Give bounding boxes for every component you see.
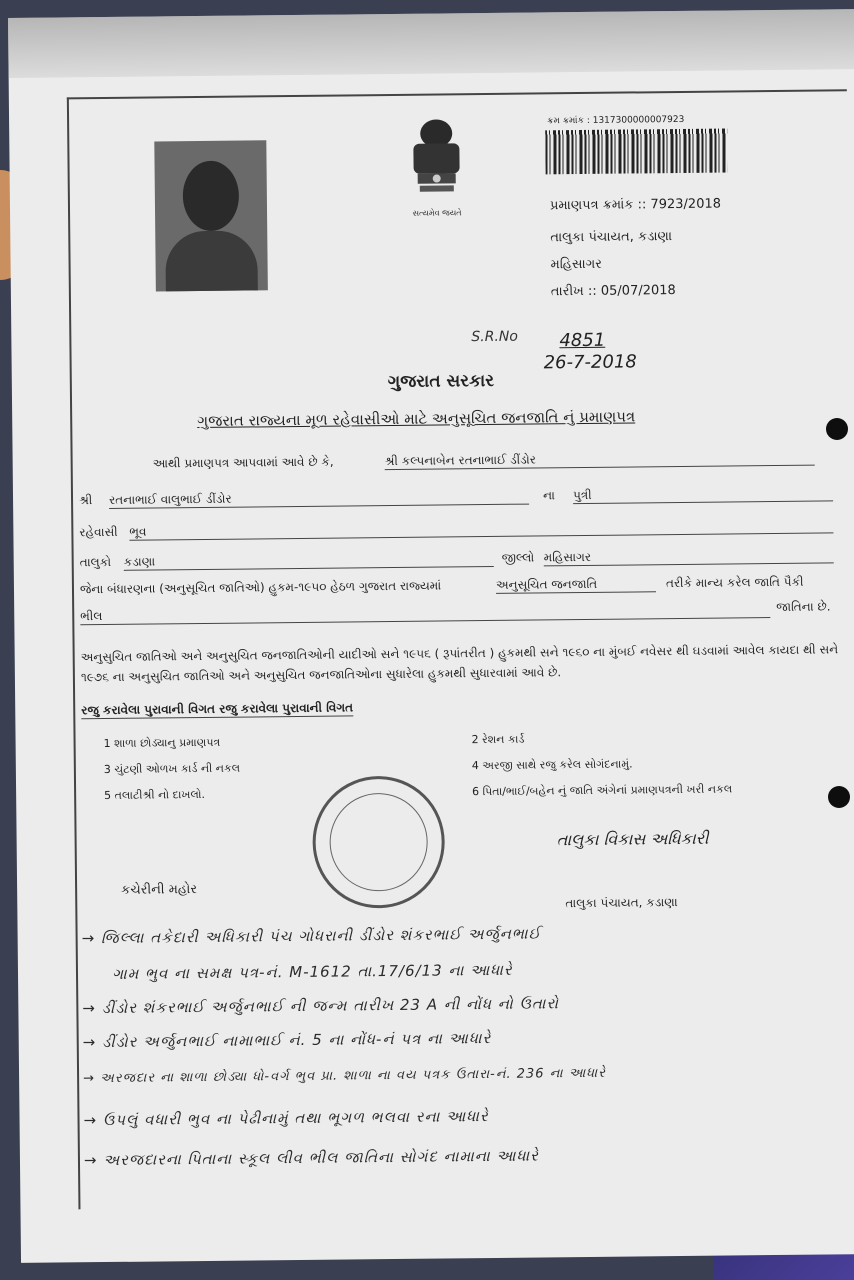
certificate-title: ગુજરાત રાજ્યના મૂળ રહેવાસીઓ માટે અનુસૂચિત જનજાતિ નું પ્રમાણપત્ર [197,407,636,431]
taluka-value: કડાણા [124,551,494,571]
resident-value: ભૂવ [129,517,833,540]
office-seal-label: કચેરીની મહોર [121,882,198,898]
relation-value: પુત્રી [573,485,833,504]
handwritten-note: → અરજદાર ના શાળા છોડ્યા ધો-વર્ગ ભુવ પ્રા. શાળા ના વય પત્રક ઉતારા-નં. 236 ના આધારે [83,1065,607,1087]
photo-body [165,230,258,291]
punch-hole [828,786,850,808]
relation-label: ના [542,488,555,503]
father-name: રતનાભાઈ વાલુભાઈ ડીંડોર [109,489,529,509]
certify-label: આથી પ્રમાણપત્ર આપવામાં આવે છે કે, [152,454,334,471]
document-item: 2 રેશન કાર્ડ [471,732,525,747]
legal-paragraph: અનુસુચિત જાતિઓ અને અનુસુચિત જનજાતિઓની યાદીઓ સને ૧૯૫૬ ( રૂપાંતરીત ) હુકમથી સને ૧૯૬૦ ના મુંબઈ નવેસર થી ઘડવામાં આવેલ કાયદા થી સને ૧૯૭૬ ના અનુસુચિત જાતિઓ અને અનુસુચિત જનજાતિઓના સુધારેલા હુકમથી સુધારવામાં આવે છે. [80,642,839,685]
caste-suffix: જાતિના છે. [776,599,831,614]
officer-office: તાલુકા પંચાયત, કડાણા [565,895,678,911]
barcode [545,128,727,174]
certificate-paper [8,9,854,1263]
barcode-number: ક્રમ ક્રમાંક : 1317300000007923 [547,114,685,127]
handwritten-note: → ઉપલું વધારી ભુવ ના પેઢીનામું તથા ભૂગળ ભલવા રના આધારે [83,1107,489,1130]
stamp-ref: S.R.No [471,328,519,346]
government-name: ગુજરાત સરકાર [387,370,495,393]
resident-label: રહેવાસી [79,524,118,540]
office-seal-icon [312,775,445,908]
order-value: અનુસૂચિત જનજાતિ [496,576,656,594]
handwritten-note: → જિલ્લા તકેદારી અધિકારી પંચ ગોધરાની ડીંડોર શંકરભાઈ અર્જુનભાઈ [81,924,542,948]
documents-heading: રજુ કરાવેલા પુરાવાની વિગત રજુ કરાવેલા પુરાવાની વિગત [81,700,354,718]
order-text: જેના બંધારણના (અનુસૂચિત જાતિઓ) હુકમ-૧૯૫૦ હેઠળ ગુજરાત રાજ્યમાં [79,578,442,597]
stamp-date: 26-7-2018 [543,351,637,374]
father-prefix: શ્રી [78,493,93,508]
handwritten-note: → ડીંડોર શંકરભાઈ અર્જુનભાઈ ની જન્મ તારીખ 23 A ની નોંધ નો ઉતારો [82,994,559,1018]
jilla-label: જીલ્લો [501,550,535,565]
applicant-photo [154,140,268,291]
jilla-value: મહિસાગર [544,547,834,566]
document-item: 6 પિતા/ભાઈ/બહેન નું જાતિ અંગેનાં પ્રમાણપત્રની ખરી નકલ [472,782,733,799]
certificate-number: પ્રમાણપત્ર ક્રમાંક :: 7923/2018 [549,196,722,214]
national-emblem-icon [401,113,472,219]
punch-hole [826,418,848,440]
emblem-motto: સત્યમેવ જયતે [412,208,462,218]
stamp-number: 4851 [559,329,606,352]
document-item: 4 અરજી સાથે રજુ કરેલ સોગંદનામું. [471,757,633,773]
handwritten-note: ગામ ભુવ ના સમક્ષ પત્ર-નં. M-1612 તા.17/6/13 ના આધારે [111,960,513,983]
recognized-text: તરીકે માન્ય કરેલ જાતિ પૈકી [665,574,804,591]
document-item: 5 તલાટીશ્રી નો દાખલો. [104,787,206,803]
photo-head [183,161,240,232]
document-item: 3 ચુંટણી ઓળખ કાર્ડ ની નકલ [103,761,241,777]
holder-name: શ્રી કલ્પનાબેન રતનાભાઈ ડીંડોર [385,450,815,471]
issue-date: તારીખ :: 05/07/2018 [550,283,676,300]
taluka-label: તાલુકો [79,554,112,570]
handwritten-note: → ડીંડોર અર્જુનભાઈ નામાભાઈ નં. 5 ના નોંધ-નં પત્ર ના આધારે [82,1028,492,1052]
issuing-office: તાલુકા પંચાયત, કડાણા [550,229,673,246]
handwritten-note: → અરજદારના પિતાના સ્કૂલ લીવ ભીલ જાતિના સોગંદ નામાના આધારે [83,1146,539,1170]
caste-value: ભીલ [80,602,770,625]
district: મહિસાગર [550,256,602,273]
officer-title: તાલુકા વિકાસ અધિકારી [556,828,709,850]
document-item: 1 શાળા છોડ્યાનુ પ્રમાણપત્ર [103,735,221,751]
